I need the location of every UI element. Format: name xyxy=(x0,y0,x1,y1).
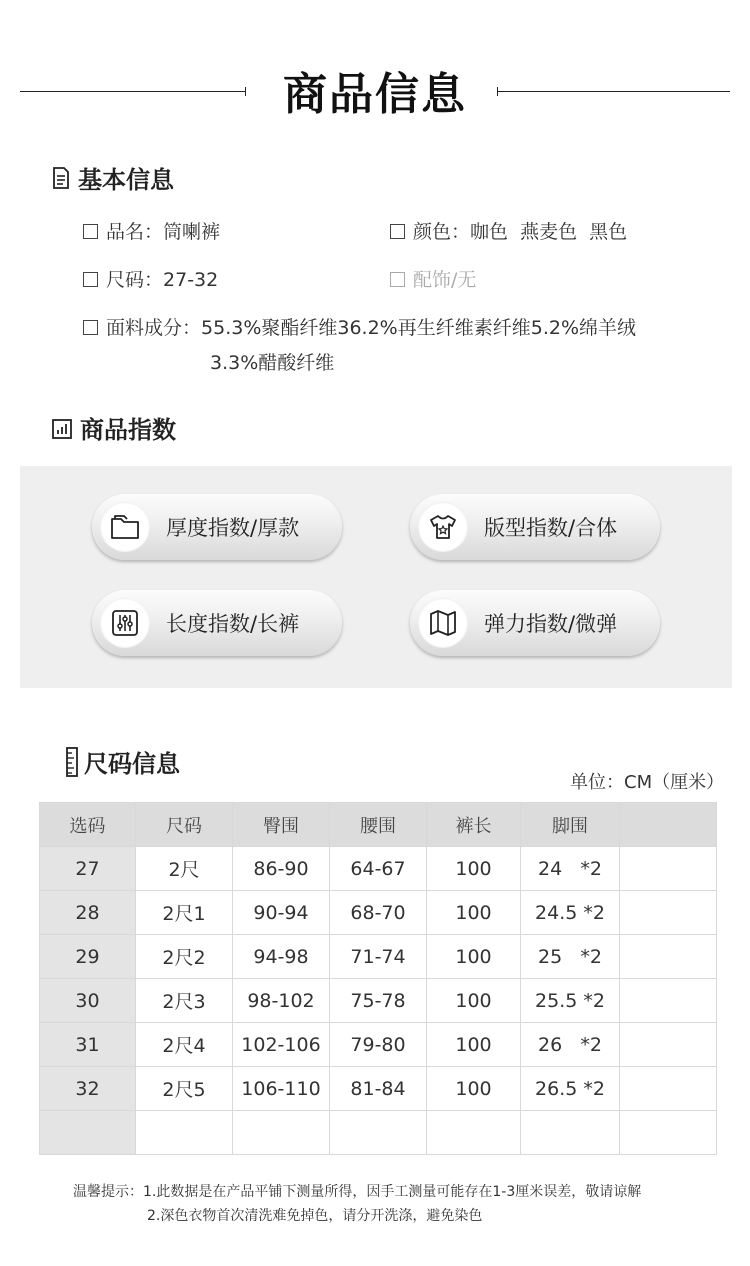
checkbox-icon xyxy=(83,224,98,239)
table-header-cell: 脚围 xyxy=(521,803,620,847)
unit-label: 单位：CM（厘米） xyxy=(570,772,725,793)
fabric-row xyxy=(83,313,636,340)
color-row xyxy=(390,217,627,244)
color-label: 颜色： xyxy=(413,221,471,243)
note-line-2: 2.深色衣物首次清洗难免掉色，请分开洗涤，避免染色 xyxy=(147,1208,483,1224)
index-item-fit xyxy=(410,494,660,560)
index-label-thickness: 厚度指数/厚款 xyxy=(166,516,300,540)
note-line-1: 温馨提示：1.此数据是在产品平铺下测量所得，因手工测量可能存在1-3厘米误差，敬请谅解 xyxy=(73,1184,642,1200)
size-heading-text: 尺码信息 xyxy=(84,750,180,778)
table-header-cell: 臀围 xyxy=(233,803,330,847)
table-cell: 26.5 *2 xyxy=(521,1067,620,1111)
table-cell: 100 xyxy=(427,891,521,935)
table-cell: 68-70 xyxy=(330,891,427,935)
table-row xyxy=(40,1111,717,1155)
fabric-value-line2: 3.3%醋酸纤维 xyxy=(210,352,335,374)
index-heading-text: 商品指数 xyxy=(80,416,176,444)
table-cell xyxy=(620,1023,717,1067)
bar-chart-icon xyxy=(52,417,72,445)
table-cell: 28 xyxy=(40,891,136,935)
table-header-cell: 选码 xyxy=(40,803,136,847)
title-right-line xyxy=(497,91,730,92)
table-row xyxy=(40,1023,717,1067)
table-cell: 94-98 xyxy=(233,935,330,979)
table-cell xyxy=(40,1111,136,1155)
table-cell: 24 *2 xyxy=(521,847,620,891)
table-row xyxy=(40,979,717,1023)
table-cell: 71-74 xyxy=(330,935,427,979)
table-cell xyxy=(620,847,717,891)
table-row xyxy=(40,847,717,891)
table-cell: 25.5 *2 xyxy=(521,979,620,1023)
table-cell: 2尺3 xyxy=(136,979,233,1023)
table-cell: 100 xyxy=(427,1067,521,1111)
accessory-row xyxy=(390,265,476,292)
index-label-length: 长度指数/长裤 xyxy=(166,612,300,636)
table-cell xyxy=(136,1111,233,1155)
table-cell: 29 xyxy=(40,935,136,979)
fabric-value-line1: 55.3%聚酯纤维36.2%再生纤维素纤维5.2%绵羊绒 xyxy=(201,317,637,339)
table-cell xyxy=(620,1067,717,1111)
table-cell xyxy=(521,1111,620,1155)
table-header-row xyxy=(40,803,717,847)
table-cell xyxy=(233,1111,330,1155)
table-cell xyxy=(330,1111,427,1155)
table-cell xyxy=(620,979,717,1023)
page-title: 商品信息 xyxy=(283,69,467,120)
size-range-label: 尺码： xyxy=(106,269,164,291)
table-row xyxy=(40,935,717,979)
tshirt-icon xyxy=(418,502,468,552)
index-label-fit: 版型指数/合体 xyxy=(484,516,618,540)
table-cell: 100 xyxy=(427,979,521,1023)
table-cell: 100 xyxy=(427,847,521,891)
accessory-value: 配饰/无 xyxy=(413,269,477,291)
table-cell: 102-106 xyxy=(233,1023,330,1067)
index-item-elasticity xyxy=(410,590,660,656)
checkbox-icon xyxy=(83,272,98,287)
checkbox-icon xyxy=(83,320,98,335)
folder-icon xyxy=(100,502,150,552)
table-row xyxy=(40,1067,717,1111)
table-cell: 27 xyxy=(40,847,136,891)
sliders-icon xyxy=(100,598,150,648)
table-cell: 2尺2 xyxy=(136,935,233,979)
table-cell: 31 xyxy=(40,1023,136,1067)
size-range-row xyxy=(83,265,218,292)
index-item-length xyxy=(92,590,342,656)
product-name-label: 品名： xyxy=(106,221,164,243)
table-cell: 90-94 xyxy=(233,891,330,935)
product-name-row xyxy=(83,217,220,244)
table-cell xyxy=(620,1111,717,1155)
index-item-thickness xyxy=(92,494,342,560)
table-cell: 100 xyxy=(427,935,521,979)
table-cell: 2尺 xyxy=(136,847,233,891)
product-name-value: 筒喇裤 xyxy=(163,221,221,243)
table-cell: 79-80 xyxy=(330,1023,427,1067)
table-cell: 75-78 xyxy=(330,979,427,1023)
table-cell: 26 *2 xyxy=(521,1023,620,1067)
ruler-icon xyxy=(66,747,78,783)
index-heading xyxy=(52,410,176,445)
basic-info-heading xyxy=(52,160,174,195)
index-label-elasticity: 弹力指数/微弹 xyxy=(484,612,618,636)
table-cell: 2尺4 xyxy=(136,1023,233,1067)
table-cell xyxy=(427,1111,521,1155)
table-cell: 106-110 xyxy=(233,1067,330,1111)
table-row xyxy=(40,891,717,935)
size-range-value: 27-32 xyxy=(163,269,219,291)
table-cell: 24.5 *2 xyxy=(521,891,620,935)
size-table xyxy=(39,802,717,1155)
map-icon xyxy=(418,598,468,648)
size-heading xyxy=(66,744,180,783)
table-header-cell: 尺码 xyxy=(136,803,233,847)
checkbox-icon xyxy=(390,272,405,287)
table-cell: 98-102 xyxy=(233,979,330,1023)
table-cell: 64-67 xyxy=(330,847,427,891)
table-header-cell xyxy=(620,803,717,847)
table-cell xyxy=(620,935,717,979)
checkbox-icon xyxy=(390,224,405,239)
table-cell: 81-84 xyxy=(330,1067,427,1111)
table-cell: 2尺1 xyxy=(136,891,233,935)
basic-info-heading-text: 基本信息 xyxy=(78,166,174,194)
document-icon xyxy=(52,167,70,195)
table-header-cell: 裤长 xyxy=(427,803,521,847)
table-cell: 30 xyxy=(40,979,136,1023)
fabric-label: 面料成分： xyxy=(106,317,202,339)
table-header-cell: 腰围 xyxy=(330,803,427,847)
color-value: 咖色 燕麦色 黑色 xyxy=(470,221,628,243)
table-cell: 100 xyxy=(427,1023,521,1067)
table-cell: 25 *2 xyxy=(521,935,620,979)
table-cell: 2尺5 xyxy=(136,1067,233,1111)
table-cell: 32 xyxy=(40,1067,136,1111)
table-cell xyxy=(620,891,717,935)
table-cell: 86-90 xyxy=(233,847,330,891)
